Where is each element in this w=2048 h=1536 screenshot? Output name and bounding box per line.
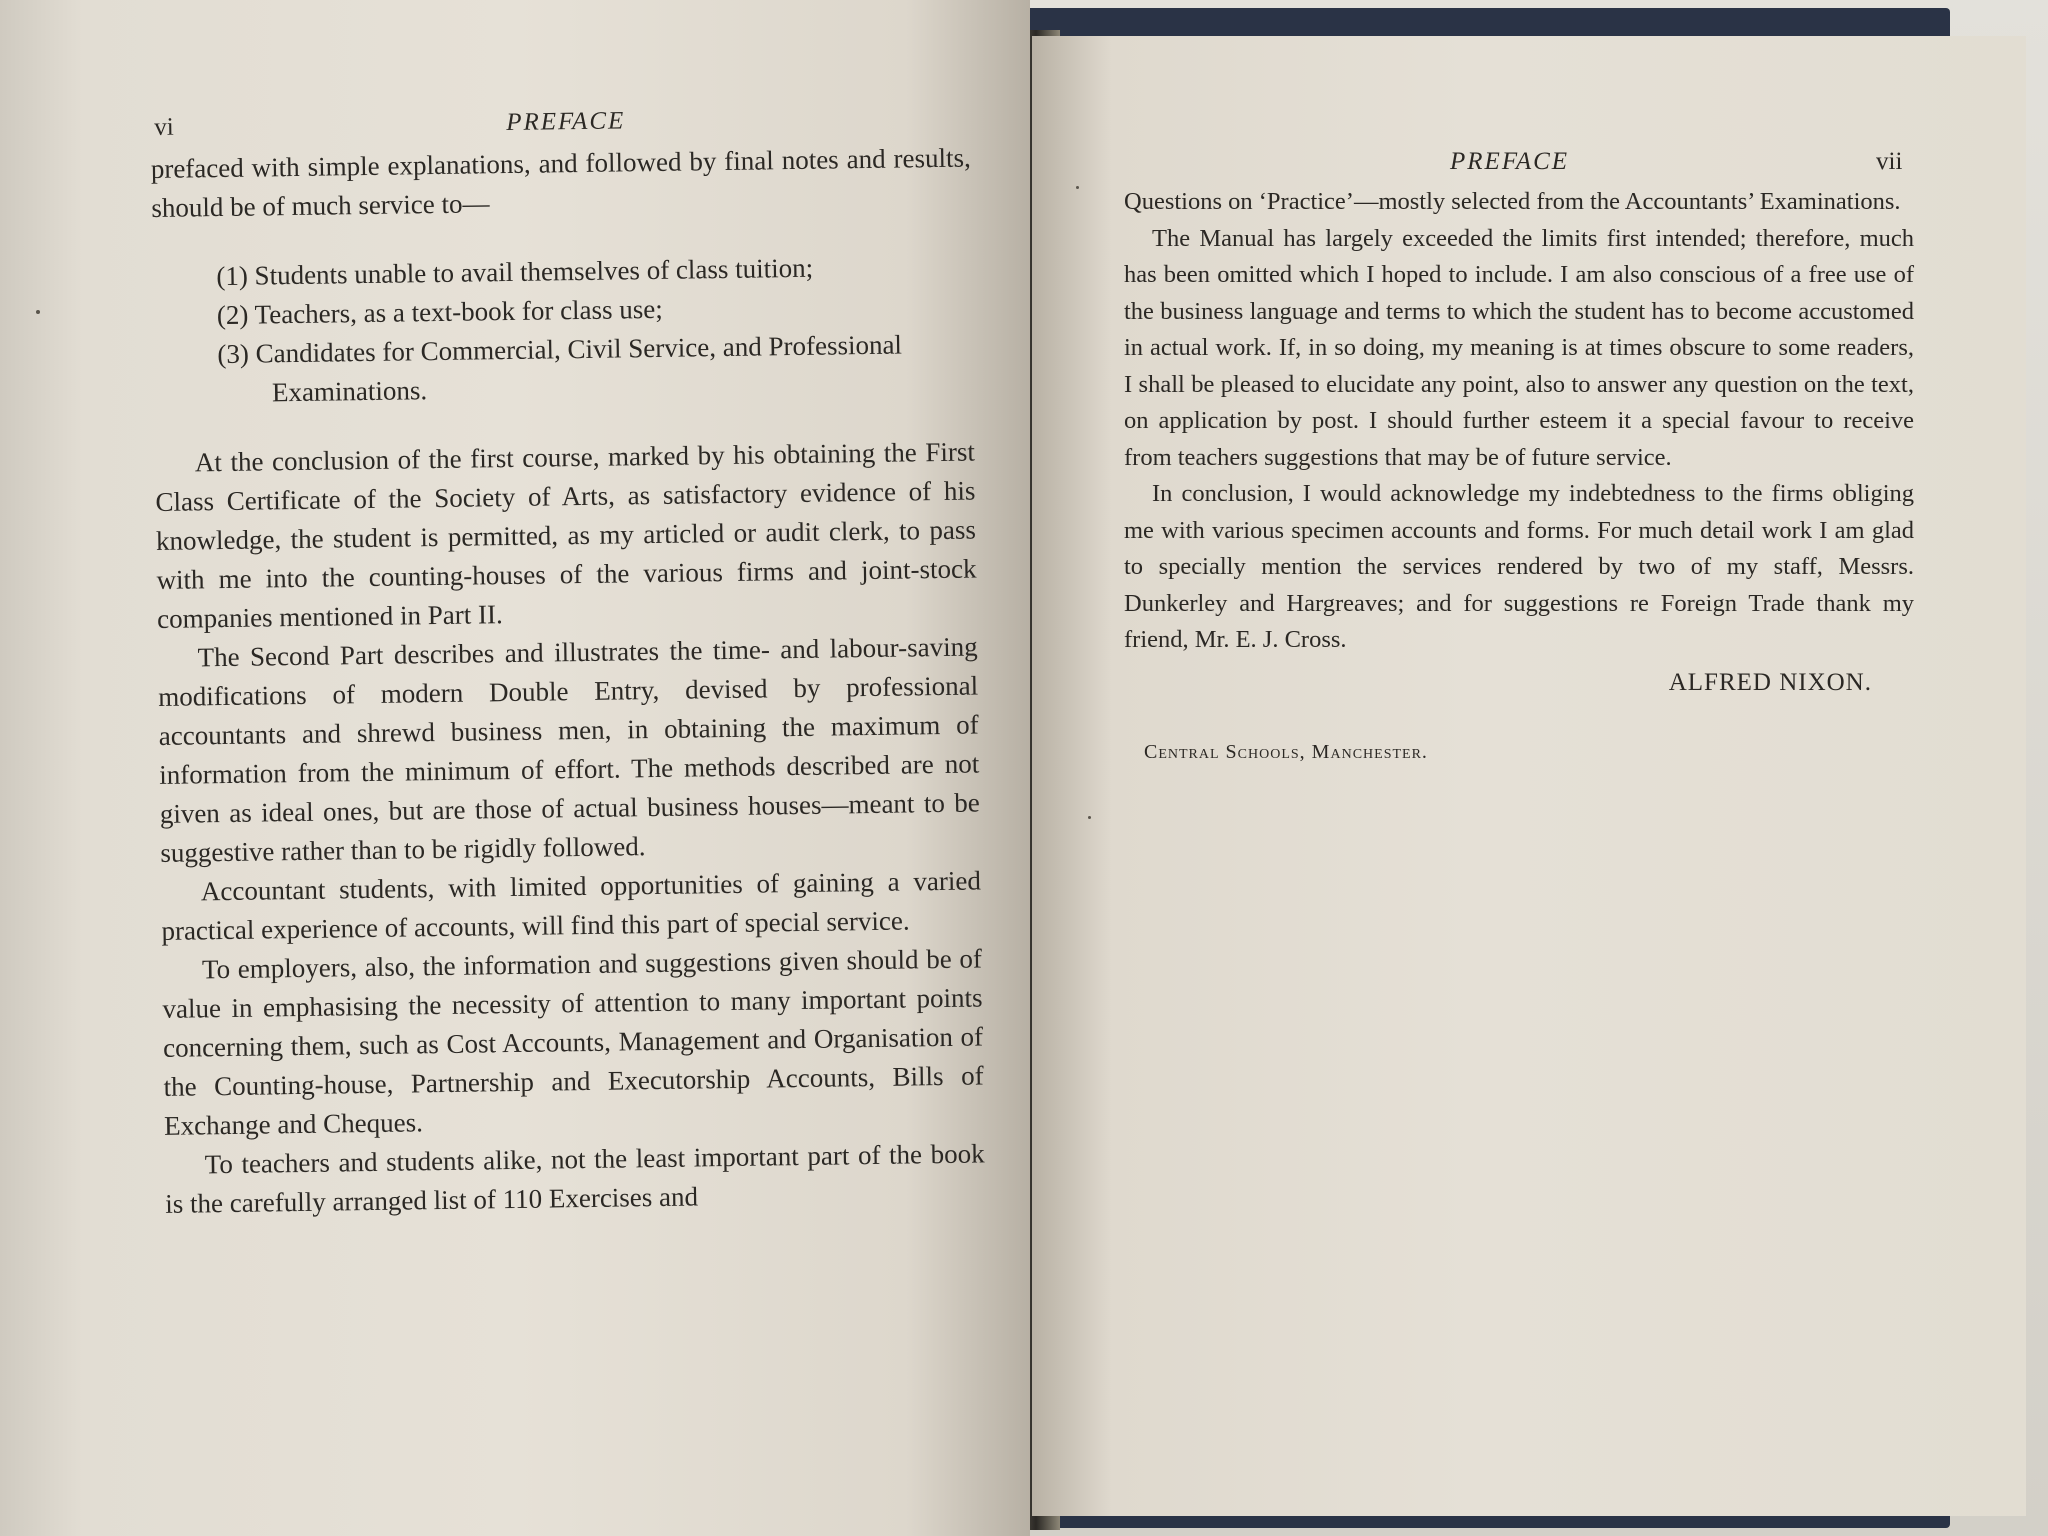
left-paragraph: The Second Part describes and illustrates the time- and labour-saving modifications of modern Double Entry, devised by professional accountants and shrewd business men, in obtaining the maximum of information from the minimum of effort. The methods described are not given as ideal ones, but are those of actual business houses—meant to be suggestive rather than to be rigidly followed. — [157, 631, 980, 868]
author-signature: ALFRED NIXON. — [1668, 668, 1872, 696]
list-item: (1) Students unable to avail themselves of class tuition; — [216, 252, 814, 292]
right-page — [1032, 36, 2026, 1516]
right-opening-text: Questions on ‘Practice’—mostly selected from the Accountants’ Examinations. — [1124, 188, 1901, 215]
audience-list — [216, 247, 974, 414]
left-body-text — [151, 139, 986, 1224]
left-opening-text: prefaced with simple explanations, and followed by final notes and results, should be of much service to— — [150, 142, 971, 223]
left-page-content — [150, 99, 985, 1224]
right-running-title: PREFACE — [1450, 148, 1570, 175]
left-paragraph: At the conclusion of the first course, marked by his obtaining the First Class Certificate of the Society of Arts, as satisfactory evidence of his knowledge, the student is permitted, as my articled or audit clerk, to pass with me into the counting-houses of the various firms and joint-stock companies mentioned in Part II. — [155, 436, 977, 634]
left-paragraph: To employers, also, the information and suggestions given should be of value in emphasising the necessity of attention to many important points concerning them, such as Cost Accounts, Management and Organisation of the Counting-house, Partnership and Executorship Accounts, Bills of Exchange and Cheques. — [162, 943, 984, 1141]
right-running-head — [1124, 144, 1914, 184]
author-place: Central Schools, Manchester. — [1144, 740, 1428, 763]
page-speck — [1076, 186, 1079, 189]
left-paragraph: Accountant students, with limited opportunities of gaining a varied practical experience of accounts, will find this part of special service. — [161, 865, 982, 946]
page-speck — [36, 310, 40, 314]
right-page-content — [1124, 144, 1914, 764]
list-item: (2) Teachers, as a text-book for class use; — [216, 293, 664, 331]
list-item: (3) Candidates for Commercial, Civil Service, and Professional Examinations. — [217, 329, 903, 408]
right-paragraph: The Manual has largely exceeded the limits first intended; therefore, much has been omitted which I hoped to include. I am also conscious of a free use of the business language and terms to which the student has to become accustomed in actual work. If, in so doing, my meaning is at times obscure to some readers, I shall be pleased to elucidate any point, also to answer any question on the text, on application by post. I should further esteem it a special favour to receive from teachers suggestions that may be of future service. — [1124, 224, 1914, 471]
left-running-title: PREFACE — [506, 107, 626, 137]
right-body-text — [1124, 184, 1914, 659]
left-paragraph: To teachers and students alike, not the least important part of the book is the carefully arranged list of 110 Exercises and — [165, 1138, 985, 1219]
right-page-number: vii — [1876, 148, 1903, 175]
left-page-number: vi — [154, 113, 174, 141]
right-paragraph: In conclusion, I would acknowledge my indebtedness to the firms obliging me with various specimen accounts and forms. For much detail work I am glad to specially mention the services rendered by two of my staff, Messrs. Dunkerley and Hargreaves; and for suggestions re Foreign Trade thank my friend, Mr. E. J. Cross. — [1124, 480, 1914, 653]
page-speck — [1088, 816, 1091, 819]
